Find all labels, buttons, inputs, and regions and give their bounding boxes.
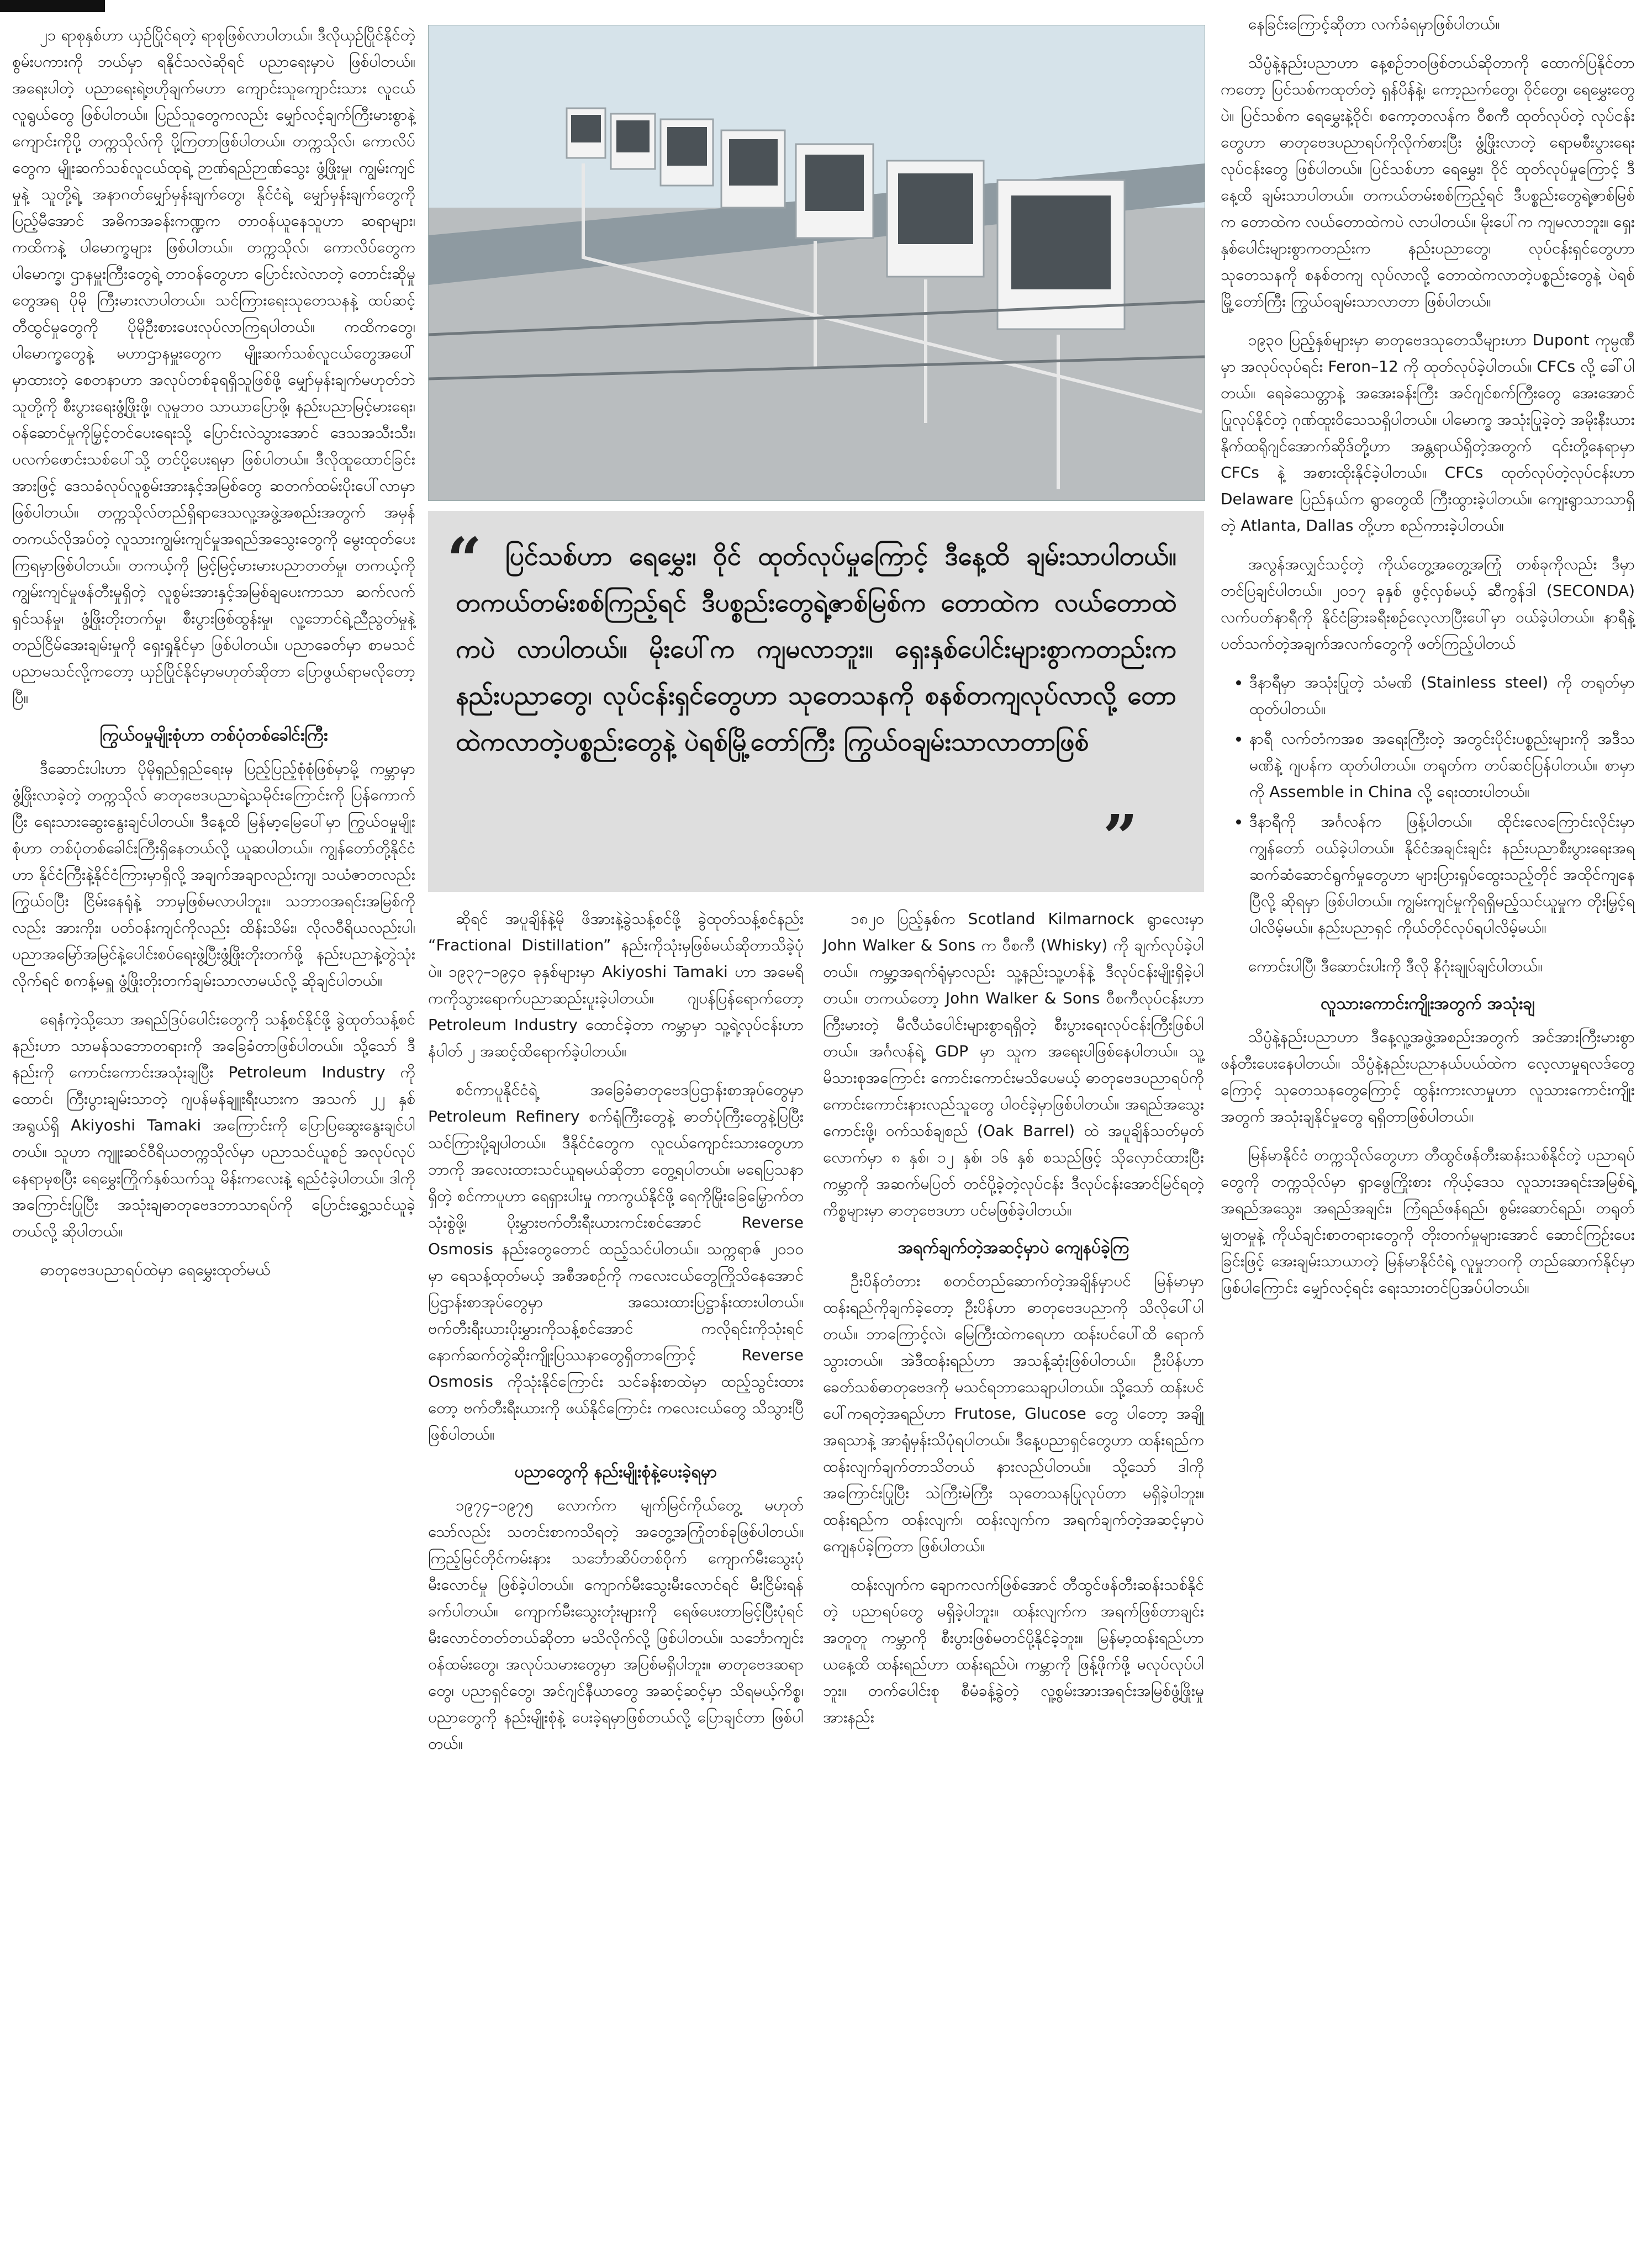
close-quote-icon: ” xyxy=(1102,801,1138,873)
bullet-item: • ဒီနာရီကို အင်္ဂလန်က ဖြန့်ပါတယ်။ ထိုင်းလေကြောင်းလိုင်းမှာ ကျွန်တော် ဝယ်ခဲ့ပါတယ်။ နိုင်ငံအချင်းချင်း နည်းပညာစီးပွားရေးအရ ဆက်ဆံဆောင်ရွက်မှုတွေဟာ များပြားရှုပ်ထွေးသည့်တိုင် အထိုင်ကျနေပြီလို့ ဆိုရမှာ ဖြစ်ပါတယ်။ ကျွမ်းကျင်မှုကိုရရှိမည့်သင်ယူမှုက တိုးမြှင့်ရပါလိမ့်မယ်။ နည်းပညာရှင် ကိုယ်တိုင်လုပ်ရပါလိမ့်မယ်။ xyxy=(1249,808,1635,941)
paragraph: ၂၁ ရာစုနှစ်ဟာ ယှဉ်ပြိုင်ရတဲ့ ရာစုဖြစ်လာပါတယ်။ ဒီလိုယှဉ်ပြိုင်နိုင်တဲ့ စွမ်းပကားကို ဘယ်မှာ ရနိုင်သလဲဆိုရင် ပညာရေးမှာပဲ ဖြစ်ပါတယ်။ အရေးပါတဲ့ ပညာရေးရဲ့ဗဟိုချက်မဟာ ကျောင်းသူကျောင်းသား လူငယ်လူရွယ်တွေ ဖြစ်ပါတယ်။ ပြည်သူတွေကလည်း မျှော်လင့်ချက်ကြီးမားစွာနဲ့ ကျောင်းကိုပို့ တက္ကသိုလ်ကို ပို့ကြတာဖြစ်ပါတယ်။ တက္ကသိုလ်၊ ကောလိပ်တွေက မျိုးဆက်သစ်လူငယ်ထုရဲ့ ဉာဏ်ရည်ဉာဏ်သွေး ဖွံ့ဖြိုးမှု၊ ကျွမ်းကျင်မှုနဲ့ သူတို့ရဲ့ အနာဂတ်မျှော်မှန်းချက်တွေ၊ နိုင်ငံရဲ့ မျှော်မှန်းချက်တွေကို ပြည့်မီအောင် အဓိကအခန်းကဏ္ဍက တာဝန်ယူနေသူဟာ ဆရာများ၊ ကထိကနဲ့ ပါမောက္ခများ ဖြစ်ပါတယ်။ တက္ကသိုလ်၊ ကောလိပ်တွေက ပါမောက္ခ၊ ဌာနမှူးကြီးတွေရဲ့ တာဝန်တွေဟာ ပြောင်းလဲလာတဲ့ တောင်းဆိုမှုတွေအရ ပိုမို ကြီးမားလာပါတယ်။ သင်ကြားရေးသုတေသနနဲ့ ထပ်ဆင့်တီထွင်မှုတွေကို ပိုမိုဦးစားပေးလုပ်လာကြရပါတယ်။ ကထိကတွေ၊ ပါမောက္ခတွေနဲ့ မဟာဌာနမှူးတွေက မျိုးဆက်သစ်လူငယ်တွေအပေါ်မှာထားတဲ့ စေတနာဟာ အလုပ်တစ်ခုရရှိသူဖြစ်ဖို့ မျှော်မှန်းချက်မဟုတ်ဘဲ သူတို့ကို စီးပွားရေးဖွံ့ဖြိုးဖို့၊ လူမှုဘဝ သာယာပြောဖို့၊ နည်းပညာမြင့်မားရေး၊ ဝန်ဆောင်မှုကိုမြှင့်တင်ပေးရေးသို့ ပြောင်းလဲသွားအောင် ဒေသအသီးသီး၊ ပလက်ဖောင်းသစ်ပေါ်သို့ တင်ပို့ပေးရမှာ ဖြစ်ပါတယ်။ ဒီလိုထူထောင်ခြင်းအားဖြင့် ဒေသခံလုပ်လူစွမ်းအားနှင့်အမြစ်တွေ ဆတက်ထမ်းပိုးပေါ်လာမှာဖြစ်ပါတယ်။ တက္ကသိုလ်တည်ရှိရာဒေသလူ့အဖွဲ့အစည်းအတွက် အမှန်တကယ်လိုအပ်တဲ့ လူသားကျွမ်းကျင်မှုအရည်အသွေးတွေကို မွေးထုတ်ပေးကြရမှာဖြစ်ပါတယ်။ တကယ့်ကို မြင့်မြင့်မားမားပညာတတ်မှု၊ တကယ့်ကို ကျွမ်းကျင်မှုဖန်တီးမှုရှိတဲ့ လူစွမ်းအားနှင့်အမြစ်ချပေးကာသာ ဆက်လက်ရှင်သန်မှု၊ ဖွံ့ဖြိုးတိုးတက်မှု၊ စီးပွားဖြစ်ထွန်းမှု၊ လူ့ဘောင်ရဲ့ညီညွတ်မှုနဲ့ တည်ငြိမ်အေးချမ်းမှုကို ရှေးရှုနိုင်မှာ ဖြစ်ပါတယ်။ ပညာခေတ်မှာ စာမသင်ပညာမသင်လို့ကတော့ ယှဉ်ပြိုင်နိုင်မှာမဟုတ်ဆိုတာ ပြောဖွယ်ရာမလိုတော့ပြီ။ xyxy=(12,26,415,707)
paragraph: ကောင်းပါပြီ၊ ဒီဆောင်းပါးကို ဒီလို နိဂုံးချုပ်ချင်ပါတယ်။ xyxy=(1248,957,1543,975)
bullet-list xyxy=(1221,669,1635,941)
paragraph: ၁၈၂၀ ပြည့်နှစ်က Scotland Kilmarnock ရွာလေးမှာ John Walker & Sons က ဝီစကီ (Whisky) ကို ချက်လုပ်ခဲ့ပါတယ်။ ကမ္ဘာ့အရက်ရုံမှာလည်း သူ့နည်းသူ့ဟန်နဲ့ ဒီလုပ်ငန်းမျိုးရှိခဲ့ပါတယ်။ တကယ်တော့ John Walker & Sons ဝီစကီလုပ်ငန်းဟာ ကြီးမားတဲ့ မီလီယံပေါင်းများစွာရရှိတဲ့ စီးပွားရေးလုပ်ငန်းကြီးဖြစ်ပါတယ်။ အင်္ဂလန်ရဲ့ GDP မှာ သူက အရေးပါဖြစ်နေပါတယ်။ သူ့မိသားစုအကြောင်း ကောင်းကောင်းမသိပေမယ့် ဓာတုဗေဒပညာရပ်ကို ကောင်းကောင်းနားလည်သူတွေ ပါဝင်ခဲ့မှာဖြစ်ပါတယ်။ အရည်အသွေးကောင်းဖို့၊ ဝက်သစ်ချစည် (Oak Barrel) ထဲ အပူချိန်သတ်မှတ်လောက်မှာ ၈ နှစ်၊ ၁၂ နှစ်၊ ၁၆ နှစ် စသည်ဖြင့် သိုလှောင်ထားပြီး ကမ္ဘာကို အဆက်မပြတ် တင်ပို့ခဲ့တဲ့လုပ်ငန်း ဒီလုပ်ငန်းအောင်မြင်ရတဲ့ကိစ္စများမှာ ဓာတုဗေဒဟာ ပင်မဖြစ်ခဲ့ပါတယ်။ xyxy=(823,910,1204,1219)
article-column-2 xyxy=(428,906,804,1769)
paragraph: ဒီဆောင်းပါးဟာ ပိုမိုရှည်ရှည်ရေးမှ ပြည့်ပြည့်စုံစုံဖြစ်မှာမို့ ကမ္ဘာမှာ ဖွံ့ဖြိုးလာခဲ့တဲ့ တက္ကသိုလ် ဓာတုဗေဒပညာရဲ့သမိုင်းကြောင်းကို ပြန်ကောက်ပြီး ရေးသားဆွေးနွေးချင်ပါတယ်။ ဒီနေ့ထိ မြန်မာ့မြေပေါ်မှာ ကြွယ်ဝမှုမျိုးစုံဟာ တစ်ပုံတစ်ခေါင်းကြီးရှိနေတယ်လို့ ယူဆပါတယ်။ ကျွန်တော်တို့နိုင်ငံဟာ နိုင်ငံကြီးနဲ့နိုင်ငံကြားမှာရှိလို့ အချက်အချာလည်းကျ၊ သယံဇာတလည်းကြွယ်ဝပြီး ငြိမ်းနေရုံနဲ့ ဘာမှဖြစ်မလာပါဘူး။ သဘာဝအရင်းအမြစ်ကို လည်း အားကိုး၊ ပတ်ဝန်းကျင်ကိုလည်း ထိန်းသိမ်း၊ လိုလဝီရိယလည်းပါ၊ ပညာအမြော်အမြင်နဲ့ပေါင်းစပ်ရေးဖွဲ့ပြီးဖွံ့ဖြိုးတိုးတက်ဖို့ နည်းပညာနဲ့တွဲသုံးလိုက်ရင် စကန့်မရှူ ဖွံ့ဖြိုးတိုးတက်ချမ်းသာလာမယ်လို့ ဆိုချင်ပါတယ်။ xyxy=(12,759,415,990)
paragraph: နေခြင်းကြောင့်ဆိုတာ လက်ခံရမှာဖြစ်ပါတယ်။ xyxy=(1248,15,1500,33)
open-quote-icon: “ xyxy=(447,524,482,595)
page-corner-tab xyxy=(0,0,105,12)
article-column-1 xyxy=(12,22,415,1296)
pull-quote xyxy=(428,511,1204,892)
paragraph: စင်ကာပူနိုင်ငံရဲ့ အခြေခံဓာတုဗေဒပြဌာန်းစာအုပ်တွေမှာ Petroleum Refinery စက်ရုံကြီးတွေနဲ့ ဓာတ်ပုံကြီးတွေနဲ့ပြပြီး သင်ကြားပို့ချပါတယ်။ ဒီနိုင်ငံတွေက လူငယ်ကျောင်းသားတွေဟာ ဘာကို အလေးထားသင်ယူရမယ်ဆိုတာ တွေ့ရပါတယ်။ မရေပြသနာရှိတဲ့ စင်ကာပူဟာ ရေရှားပါးမှု ကာကွယ်နိုင်ဖို့ ရေကိုမြိုးခြေမြှောက်တသုံးစွဲဖို့၊ ပိုးမွှားဗက်တီးရီးယားကင်းစင်အောင် Reverse Osmosis နည်းတွေတောင် ထည့်သင်ပါတယ်။ သက္ကရာဇ် ၂၀၁၀ မှာ ရေသန့်ထုတ်မယ့် အစီအစဉ်ကို ကလေးငယ်တွေကြိုသိနေအောင် ပြဌာန်းစာအုပ်တွေမှာ အသေးထားပြဋ္ဌာန်းထားပါတယ်။ ဗက်တီးရီးယားပိုးမွှားကိုသန့်စင်အောင် ကလိုရင်းကိုသုံးရင် နောက်ဆက်တွဲဆိုးကျိုးပြဿနာတွေရှိတာကြောင့် Reverse Osmosis ကိုသုံးနိုင်ကြောင်း သင်ခန်းစာထဲမှာ ထည့်သွင်းထားတော့ ဗက်တီးရီးယားကို ဖယ်နိုင်ကြောင်း ကလေးငယ်တွေ သိသွားပြီဖြစ်ပါတယ်။ xyxy=(428,1081,804,1444)
paragraph: ဆိုရင် အပူချိန်နဲ့မို ဖိအားနဲ့ခွဲသန့်စင်ဖို့ ခွဲထုတ်သန့်စင်နည်း “Fractional Distillation” နည်းကိုသုံးမှဖြစ်မယ်ဆိုတာသိခဲ့ပုံပဲ။ ၁၉၃၇–၁၉၄၀ ခုနှစ်များမှာ Akiyoshi Tamaki ဟာ အမေရိကကိုသွားရောက်ပညာဆည်းပူးခဲ့ပါတယ်။ ဂျပန်ပြန်ရောက်တော့ Petroleum Industry ထောင်ခဲ့တာ ကမ္ဘာမှာ သူ့ရဲ့လုပ်ငန်းဟာ နံပါတ် ၂ အဆင့်ထိရောက်ခဲ့ပါတယ်။ xyxy=(428,910,804,1060)
article-column-3 xyxy=(823,906,1204,1743)
bullet-item: • နာရီ လက်တံကအစ အရေးကြီးတဲ့ အတွင်းပိုင်းပစ္စည်းများကို အဒီသမဏိနဲ့ ဂျပန်က ထုတ်ပါတယ်။ တရုတ်က တပ်ဆင်ပြန်ပါတယ်။ စာမှာကို Assemble in China လို့ ရေးထားပါတယ်။ xyxy=(1249,726,1635,805)
rooftop-ac-photo xyxy=(428,25,1205,501)
paragraph: သိပ္ပံနဲ့နည်းပညာဟာ ဒီနေ့လူ့အဖွဲ့အစည်းအတွက် အင်အားကြီးမားစွာ ဖန်တီးပေးနေပါတယ်။ သိပ္ပံနဲ့နည်းပညာနယ်ပယ်ထဲက လေ့လာမှုရလဒ်တွေကြောင့် သုတေသနတွေကြောင့် ထွန်းကားလာမှုဟာ လူသားကောင်းကျိုးအတွက် အသုံးချနိုင်မှုတွေ ရရှိတာဖြစ်ပါတယ်။ xyxy=(1221,1028,1635,1125)
paragraph: ထန်းလျက်က ချောကလက်ဖြစ်အောင် တီထွင်ဖန်တီးဆန်းသစ်နိုင်တဲ့ ပညာရပ်တွေ မရှိခဲ့ပါဘူး။ ထန်းလျက်က အရက်ဖြစ်တာချင်းအတူတူ ကမ္ဘာကို စီးပွားဖြစ်မတင်ပို့နိုင်ခဲ့ဘူး။ မြန်မာ့ထန်းရည်ဟာ ယနေ့ထိ ထန်းရည်ဟာ ထန်းရည်ပဲ၊ ကမ္ဘာကို ဖြန့်ဖိုက်ဖို့ မလုပ်လုပ်ပါဘူး။ တက်ပေါင်းစု စီမံခန့်ခွဲတဲ့ လူ့စွမ်းအားအရင်းအမြစ်ဖွံ့ဖြိုးမှု အားနည်း xyxy=(823,1576,1204,1726)
paragraph: သိပ္ပံနဲ့နည်းပညာဟာ နေ့စဉ်ဘဝဖြစ်တယ်ဆိုတာကို ထောက်ပြနိုင်တာကတော့ ပြင်သစ်ကထုတ်တဲ့ ရှန်ပိန်နဲ့၊ ကော့ညက်တွေ၊ ဝိုင်တွေ၊ ရေမွှေးတွေပဲ။ ပြင်သစ်က ရေမွှေးနဲ့ဝိုင်၊ စကော့တလန်က ဝီစကီ ထုတ်လုပ်တဲ့ လုပ်ငန်းတွေဟာ ဓာတုဗေဒပညာရပ်ကိုလိုက်စားပြီး ဖွံ့ဖြိုးလာတဲ့ ရောမစီးပွားရေးလုပ်ငန်းတွေ ဖြစ်ပါတယ်။ ပြင်သစ်ဟာ ရေမွှေး၊ ဝိုင် ထုတ်လုပ်မှုကြောင့် ဒီနေ့ထိ ချမ်းသာပါတယ်။ တကယ်တမ်းစစ်ကြည့်ရင် ဒီပစ္စည်းတွေရဲ့ဇာစ်မြစ်က တောထဲက လယ်တောထဲကပဲ လာပါတယ်။ မိုးပေါ်က ကျမလာဘူး။ ရှေးနှစ်ပေါင်းများစွာကတည်းက နည်းပညာတွေ၊ လုပ်ငန်းရှင်တွေဟာ သုတေသနကို စနစ်တကျ လုပ်လာလို့ တောထဲကလာတဲ့ပစ္စည်းတွေနဲ့ ပဲရစ်မြို့တော်ကြီး ကြွယ်ဝချမ်းသာလာတာ ဖြစ်ပါတယ်။ xyxy=(1221,54,1635,310)
paragraph: ဦးပိန်တံတား စတင်တည်ဆောက်တဲ့အချိန်မှာပင် မြန်မာမှာ ထန်းရည်ကိုချက်ခဲ့တော့ ဦးပိန်ဟာ ဓာတုဗေဒပညာကို သိလိုပေါ်ပါတယ်။ ဘာကြောင့်လဲ၊ မြေကြီးထဲကရေဟာ ထန်းပင်ပေါ်ထိ ရောက်သွားတယ်။ အဲဒီထန်းရည်ဟာ အသန့်ဆုံးဖြစ်ပါတယ်။ ဦးပိန်ဟာ ခေတ်သစ်ဓာတုဗေဒကို မသင်ရဘာသေချာပါတယ်။ သို့သော် ထန်းပင်ပေါ်ကရတဲ့အရည်ဟာ Frutose, Glucose တွေ ပါတော့ အချိုအရသာနဲ့ အာရုံမှန်းသိပုံရပါတယ်။ ဒီနေ့ပညာရှင်တွေဟာ ထန်းရည်က ထန်းလျက်ချက်တာသိတယ် နားလည်ပါတယ်။ သို့သော် ဒါကိုအကြောင်းပြုပြီး သဲကြီးမဲကြီး သုတေသနပြုလုပ်တာ မရှိခဲ့ပါဘူး။ ထန်းရည်က ထန်းလျက်၊ ထန်းလျက်က အရက်ချက်တဲ့အဆင့်မှာပဲ ကျေနပ်ခဲ့ကြတာ ဖြစ်ပါတယ်။ xyxy=(823,1272,1204,1555)
subheading: အရက်ချက်တဲ့အဆင့်မှာပဲ ကျေနပ်ခဲ့ကြ xyxy=(898,1238,1129,1257)
rooftop-ac-units-image xyxy=(429,25,1205,500)
paragraph: ၁၉၃၀ ပြည့်နှစ်များမှာ ဓာတုဗေဒသုတေသီများဟာ Dupont ကုမ္ပဏီမှာ အလုပ်လုပ်ရင်း Feron–12 ကို ထုတ်လုပ်ခဲ့ပါတယ်။ CFCs လို့ ခေါ်ပါတယ်။ ရေခဲသေတ္တာနဲ့ အအေးခန်းကြီး အင်ဂျင်စက်ကြီးတွေ အေးအောင်ပြုလုပ်နိုင်တဲ့ ဂုဏ်ထူးဝိသေသရှိပါတယ်။ ပါမောက္ခ အသုံးပြုခဲ့တဲ့ အမိုးနီးယားနိုက်ထရိုဂျင်အောက်ဆိုဒ်တို့ဟာ အန္တရာယ်ရှိတဲ့အတွက် ၎င်းတို့နေရာမှာ CFCs နဲ့ အစားထိုးနိုင်ခဲ့ပါတယ်။ CFCs ထုတ်လုပ်တဲ့လုပ်ငန်းဟာ Delaware ပြည်နယ်က ရွာတွေထိ ကြီးထွားခဲ့ပါတယ်။ ကျေးရွာသာသာရှိတဲ့ Atlanta, Dallas တို့ဟာ စည်ကားခဲ့ပါတယ်။ xyxy=(1221,331,1635,535)
bullet-item: • ဒီနာရီမှာ အသုံးပြုတဲ့ သံမဏိ (Stainless steel) ကို တရုတ်မှာ ထုတ်ပါတယ်။ xyxy=(1249,669,1635,722)
subheading: လူသားကောင်းကျိုးအတွက် အသုံးချ xyxy=(1321,994,1535,1013)
paragraph: မြန်မာနိုင်ငံ တက္ကသိုလ်တွေဟာ တီထွင်ဖန်တီးဆန်းသစ်နိုင်တဲ့ ပညာရပ်တွေကို တက္ကသိုလ်မှာ ရှာဖွေကြိုးစား ကိုယ့်ဒေသ လူသားအရင်းအမြစ်ရဲ့ အရည်အသွေး၊ အရည်အချင်း၊ ကြံရည်ဖန်ရည်၊ စွမ်းဆောင်ရည်၊ တရုတ်မျှတမှုနဲ့ ကိုယ်ချင်းစာတရားတွေကို တိုးတက်မှုများအောင် ဆောင်ကြဉ်းပေးခြင်းဖြင့် အေးချမ်းသာယာတဲ့ မြန်မာနိုင်ငံရဲ့ လူမှုဘဝကို တည်ဆောက်နိုင်မှာဖြစ်ပါကြောင်း မျှော်လင့်ရင်း ရေးသားတင်ပြအပ်ပါတယ်။ xyxy=(1221,1146,1635,1297)
paragraph: ရေနံကဲ့သို့သော အရည်ဒြပ်ပေါင်းတွေကို သန့်စင်နိုင်ဖို့ ခွဲထုတ်သန့်စင်နည်းဟာ သာမန်သဘောတရားကို အခြေခံတာဖြစ်ပါတယ်။ သို့သော် ဒီနည်းကို ကောင်းကောင်းအသုံးချပြီး Petroleum Industry ကိုထောင်၊ ကြီးပွားချမ်းသာတဲ့ ဂျပန်မန်ချူးရီးယားက အသက် ၂၂ နှစ်အရွယ်ရှိ Akiyoshi Tamaki အကြောင်းကို ပြောပြဆွေးနွေးချင်ပါတယ်။ သူဟာ ကျူးဆင်ဝီရိယတက္ကသိုလ်မှာ ပညာသင်ယူစဉ် အလုပ်လုပ်နေရာမှစပြီး ရေမွှေးကြိုက်နှစ်သက်သူ မိန်းကလေးနဲ့ ရည်ငံခဲ့ပါတယ်။ ဒါကို အကြောင်းပြုပြီး အသုံးချဓာတုဗေဒဘာသာရပ်ကို ပြောင်းရွှေ့သင်ယူခဲ့တယ်လို့ ဆိုပါတယ်။ xyxy=(12,1010,415,1240)
paragraph: ဓာတုဗေဒပညာရပ်ထဲမှာ ရေမွှေးထုတ်မယ် xyxy=(40,1261,271,1279)
paragraph: ၁၉၇၄–၁၉၇၅ လောက်က မျက်မြင်ကိုယ်တွေ့ မဟုတ်သော်လည်း သတင်းစာကသိရတဲ့ အတွေ့အကြုံတစ်ခုဖြစ်ပါတယ်။ ကြည့်မြင်တိုင်ကမ်းနား သင်္ဘောဆိပ်တစ်ဝိုက် ကျောက်မီးသွေးပုံ မီးလောင်မှု ဖြစ်ခဲ့ပါတယ်။ ကျောက်မီးသွေးမီးလောင်ရင် မီးငြိမ်းရန် ခက်ပါတယ်။ ကျောက်မီးသွေးတုံးများကို ရေဖ်ပေးတာမြင့်ပြီးပုံရင် မီးလောင်တတ်တယ်ဆိုတာ မသိလိုက်လို့ ဖြစ်ပါတယ်။ သင်္ဘောကျင်းဝန်ထမ်းတွေ၊ အလုပ်သမားတွေမှာ အပြစ်မရှိပါဘူး။ ဓာတုဗေဒဆရာတွေ၊ ပညာရှင်တွေ၊ အင်ဂျင်နီယာတွေ အဆင့်ဆင့်မှာ သိရမယ့်ကိစ္စ၊ ပညာတွေကို နည်းမျိုးစုံနဲ့ ပေးခဲ့ရမှာဖြစ်တယ်လို့ ပြောချင်တာ ဖြစ်ပါတယ်။ xyxy=(428,1496,804,1753)
article-column-4 xyxy=(1221,11,1635,1313)
subheading: ပညာတွေကို နည်းမျိုးစုံနဲ့ပေးခဲ့ရမှာ xyxy=(514,1462,717,1482)
subheading: ကြွယ်ဝမှုမျိုးစုံဟာ တစ်ပုံတစ်ခေါင်းကြီး xyxy=(99,726,328,745)
pull-quote-text: ပြင်သစ်ဟာ ရေမွှေး၊ ဝိုင် ထုတ်လုပ်မှုကြောင့် ဒီနေ့ထိ ချမ်းသာပါတယ်။ တကယ်တမ်းစစ်ကြည့်ရင် ဒီပစ္စည်းတွေရဲ့ဇာစ်မြစ်က တောထဲက လယ်တောထဲကပဲ လာပါတယ်။ မိုးပေါ်က ကျမလာဘူး။ ရှေးနှစ်ပေါင်းများစွာကတည်းက နည်းပညာတွေ၊ လုပ်ငန်းရှင်တွေဟာ သုတေသနကို စနစ်တကျလုပ်လာလို့ တောထဲကလာတဲ့ပစ္စည်းတွေနဲ့ ပဲရစ်မြို့တော်ကြီး ကြွယ်ဝချမ်းသာလာတာဖြစ် xyxy=(456,541,1176,757)
paragraph: အလွန်အလျှင်သင့်တဲ့ ကိုယ်တွေ့အတွေ့အကြုံ တစ်ခုကိုလည်း ဒီမှာတင်ပြချင်ပါတယ်။ ၂၀၁၇ ခုနှစ် ဖွင့်လှစ်မယ့် ဆီကွန်ဒါ (SECONDA) လက်ပတ်နာရီကို နိုင်ငံခြားခရီးစဉ်လေ့လာပြီးပေါ်မှာ ဝယ်ခဲ့ပါတယ်။ နာရီနဲ့ပတ်သက်တဲ့အချက်အလက်တွေကို ဖတ်ကြည့်ပါတယ် xyxy=(1221,555,1635,653)
